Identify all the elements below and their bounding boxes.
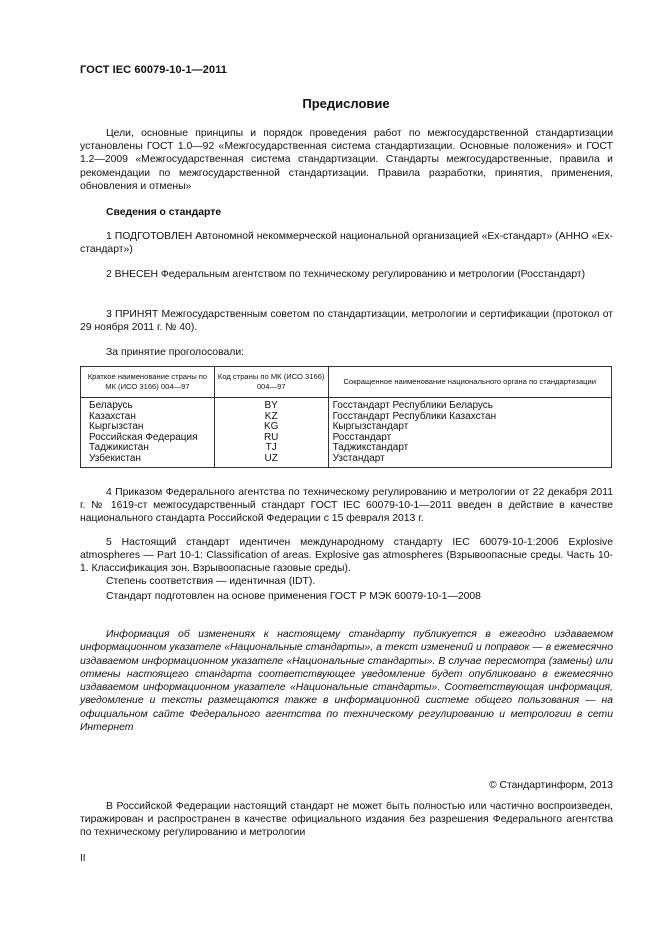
conformity-degree: Степень соответствия — идентичная (IDT). bbox=[106, 576, 316, 587]
country-cell: Кыргызстан bbox=[81, 422, 215, 433]
country-cell: Таджикистан bbox=[81, 443, 215, 454]
code-cell: UZ bbox=[214, 454, 328, 467]
voted-label: За принятие проголосовали: bbox=[106, 347, 245, 358]
item-enacted: 4 Приказом Федерального агентства по техническому регулированию и метрологии от 22 декабря 2011 г. № 1619-ст межгосударственный стандарт ГОСТ IEC 60079-10-1—2011 введен в действие в качестве национального стандарта Российской Федерации с 15 февраля 2013 г. bbox=[80, 487, 613, 525]
code-cell: TJ bbox=[214, 443, 328, 454]
body-cell: Госстандарт Республики Казахстан bbox=[328, 412, 611, 423]
table-row bbox=[81, 398, 612, 412]
body-cell: Кыргызстандарт bbox=[328, 422, 611, 433]
item-prepared: 1 ПОДГОТОВЛЕН Автономной некоммерческой национальной организацией «Ех-стандарт» (АННО «Ех-стандарт») bbox=[80, 231, 613, 256]
code-cell: BY bbox=[214, 398, 328, 412]
based-on-standard: Стандарт подготовлен на основе применения ГОСТ Р МЭК 60079-10-1—2008 bbox=[106, 591, 481, 602]
column-header-body: Сокращенное наименование национального органа по стандартизации bbox=[328, 367, 611, 398]
table-row bbox=[81, 454, 612, 467]
item-introduced: 2 ВНЕСЕН Федеральным агентством по техническому регулированию и метрологии (Росстандарт) bbox=[106, 269, 586, 280]
about-standard-heading: Сведения о стандарте bbox=[106, 207, 222, 218]
copyright-line: © Стандартинформ, 2013 bbox=[488, 780, 613, 791]
reproduction-rights: В Российской Федерации настоящий стандарт не может быть полностью или частично воспроизведен, тиражирован и распространен в качестве официального издания без разрешения Федерального агентства по техническому регулированию и метрологии bbox=[80, 801, 613, 839]
column-header-country: Краткое наименование страны по МК (ИСО 3166) 004—97 bbox=[81, 367, 215, 398]
intro-paragraph: Цели, основные принципы и порядок проведения работ по межгосударственной стандартизации установлены ГОСТ 1.0—92 «Межгосударственная система стандартизации. Основные положения» и ГОСТ 1.2—2009 «Межгосударственная система стандартизации. Стандарты межгосударственные, правила и рекомендации по межгосударственной стандартизации. Правила разработки, принятия, применения, обновления и отмены» bbox=[80, 128, 613, 192]
table-header-row bbox=[81, 367, 612, 398]
code-cell: KZ bbox=[214, 412, 328, 423]
page-number: II bbox=[80, 853, 86, 864]
country-cell: Российская Федерация bbox=[81, 433, 215, 444]
item-identical: 5 Настоящий стандарт идентичен международному стандарту IEC 60079-10-1:2006 Explosive atmospheres — Part 10-1: Classification of areas. Explosive gas atmospheres (Взрывоопасные среды. Часть 10-1. Классификация зон. Взрывоопасные газовые среды). bbox=[80, 537, 613, 575]
body-cell: Росстандарт bbox=[328, 433, 611, 444]
voting-countries-table bbox=[80, 366, 612, 468]
code-cell: RU bbox=[214, 433, 328, 444]
body-cell: Узстандарт bbox=[328, 454, 611, 467]
document-code-header: ГОСТ IEC 60079-10-1—2011 bbox=[80, 64, 228, 76]
country-cell: Казахстан bbox=[81, 412, 215, 423]
foreword-title: Предисловие bbox=[302, 96, 390, 111]
country-cell: Беларусь bbox=[81, 398, 215, 412]
country-cell: Узбекистан bbox=[81, 454, 215, 467]
body-cell: Таджикстандарт bbox=[328, 443, 611, 454]
column-header-code: Код страны по МК (ИСО 3166) 004—97 bbox=[214, 367, 328, 398]
changes-notice: Информация об изменениях к настоящему стандарту публикуется в ежегодно издаваемом информационном указателе «Национальные стандарты», а текст изменений и поправок — в ежемесячно издаваемом информационном указателе «Национальные стандарты». В случае пересмотра (замены) или отмены настоящего стандарта соответствующее уведомление будет опубликовано в ежемесячно издаваемом информационном указателе «Национальные стандарты». Соответствующая информация, уведомление и тексты размещаются также в информационной системе общего пользования — на официальном сайте Федерального агентства по техническому регулированию и метрологии в сети Интернет bbox=[80, 629, 613, 734]
body-cell: Госстандарт Республики Беларусь bbox=[328, 398, 611, 412]
code-cell: KG bbox=[214, 422, 328, 433]
item-adopted: 3 ПРИНЯТ Межгосударственным советом по стандартизации, метрологии и сертификации (протокол от 29 ноября 2011 г. № 40). bbox=[80, 309, 613, 334]
